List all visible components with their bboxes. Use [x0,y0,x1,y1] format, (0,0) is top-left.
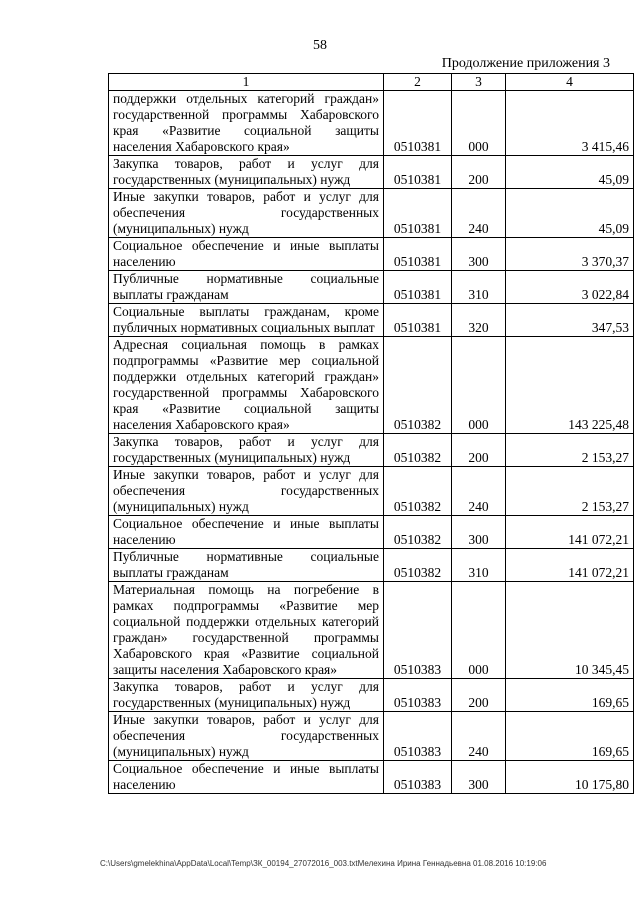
row-amount-cell: 45,09 [506,189,634,238]
row-vr-cell: 240 [452,712,506,761]
table-row [109,467,634,516]
table-row [109,516,634,549]
row-code-cell: 0510383 [384,582,452,679]
file-path-footer: C:\Users\gmelekhina\AppData\Local\Temp\ЗК_00194_27072016_003.txtМелехина Ирина Геннадьевна 01.08.2016 10:19:06 [100,859,547,868]
row-vr-cell: 300 [452,516,506,549]
table-row [109,189,634,238]
row-amount-cell: 2 153,27 [506,467,634,516]
row-name-cell: Социальное обеспечение и иные выплаты населению [109,761,384,794]
row-vr-cell: 240 [452,189,506,238]
budget-table [108,73,634,794]
row-code-cell: 0510382 [384,467,452,516]
row-vr-cell: 000 [452,337,506,434]
row-amount-cell: 141 072,21 [506,516,634,549]
table-row [109,156,634,189]
row-code-cell: 0510381 [384,189,452,238]
row-name-cell: Иные закупки товаров, работ и услуг для обеспечения государственных (муниципальных) нужд [109,189,384,238]
row-amount-cell: 10 175,80 [506,761,634,794]
row-vr-cell: 000 [452,91,506,156]
row-name-cell: Закупка товаров, работ и услуг для государственных (муниципальных) нужд [109,679,384,712]
row-name-cell: Иные закупки товаров, работ и услуг для обеспечения государственных (муниципальных) нужд [109,467,384,516]
table-row [109,337,634,434]
row-code-cell: 0510381 [384,91,452,156]
row-amount-cell: 3 370,37 [506,238,634,271]
row-amount-cell: 169,65 [506,679,634,712]
row-code-cell: 0510381 [384,271,452,304]
row-vr-cell: 200 [452,156,506,189]
row-code-cell: 0510383 [384,679,452,712]
table-body [109,91,634,794]
row-amount-cell: 143 225,48 [506,337,634,434]
table-header-row [109,74,634,91]
table-row [109,91,634,156]
header-col-2: 2 [384,74,452,91]
row-vr-cell: 000 [452,582,506,679]
row-name-cell: Закупка товаров, работ и услуг для государственных (муниципальных) нужд [109,156,384,189]
row-vr-cell: 300 [452,238,506,271]
row-name-cell: поддержки отдельных категорий граждан» государственной программы Хабаровского края «Развитие социальной защиты населения Хабаровского края» [109,91,384,156]
table-row [109,761,634,794]
continuation-label: Продолжение приложения 3 [441,56,610,71]
table-row [109,304,634,337]
page-number: 58 [313,38,327,53]
row-amount-cell: 10 345,45 [506,582,634,679]
header-col-1: 1 [109,74,384,91]
row-amount-cell: 347,53 [506,304,634,337]
table-row [109,238,634,271]
row-vr-cell: 200 [452,679,506,712]
row-code-cell: 0510382 [384,337,452,434]
row-code-cell: 0510381 [384,304,452,337]
row-vr-cell: 320 [452,304,506,337]
row-code-cell: 0510381 [384,238,452,271]
row-name-cell: Материальная помощь на погребение в рамках подпрограммы «Развитие мер социальной поддержки отдельных категорий граждан» государственной программы Хабаровского края «Развитие социальной защиты населения Хабаровского края» [109,582,384,679]
row-name-cell: Публичные нормативные социальные выплаты гражданам [109,271,384,304]
row-name-cell: Адресная социальная помощь в рамках подпрограммы «Развитие мер социальной поддержки отдельных категорий граждан» государственной программы Хабаровского края «Развитие социальной защиты населения Хабаровского края» [109,337,384,434]
row-vr-cell: 240 [452,467,506,516]
row-code-cell: 0510382 [384,434,452,467]
row-code-cell: 0510381 [384,156,452,189]
table-row [109,271,634,304]
row-name-cell: Иные закупки товаров, работ и услуг для обеспечения государственных (муниципальных) нужд [109,712,384,761]
row-code-cell: 0510383 [384,761,452,794]
table-row [109,434,634,467]
row-name-cell: Закупка товаров, работ и услуг для государственных (муниципальных) нужд [109,434,384,467]
row-name-cell: Публичные нормативные социальные выплаты гражданам [109,549,384,582]
row-amount-cell: 141 072,21 [506,549,634,582]
row-amount-cell: 45,09 [506,156,634,189]
row-vr-cell: 200 [452,434,506,467]
row-code-cell: 0510382 [384,516,452,549]
table-row [109,549,634,582]
row-vr-cell: 310 [452,271,506,304]
row-name-cell: Социальное обеспечение и иные выплаты населению [109,238,384,271]
header-col-3: 3 [452,74,506,91]
row-vr-cell: 300 [452,761,506,794]
row-code-cell: 0510382 [384,549,452,582]
row-amount-cell: 2 153,27 [506,434,634,467]
table-row [109,679,634,712]
row-name-cell: Социальные выплаты гражданам, кроме публичных нормативных социальных выплат [109,304,384,337]
header-col-4: 4 [506,74,634,91]
row-name-cell: Социальное обеспечение и иные выплаты населению [109,516,384,549]
row-amount-cell: 3 022,84 [506,271,634,304]
row-amount-cell: 169,65 [506,712,634,761]
table-row [109,712,634,761]
row-amount-cell: 3 415,46 [506,91,634,156]
table-row [109,582,634,679]
row-code-cell: 0510383 [384,712,452,761]
row-vr-cell: 310 [452,549,506,582]
